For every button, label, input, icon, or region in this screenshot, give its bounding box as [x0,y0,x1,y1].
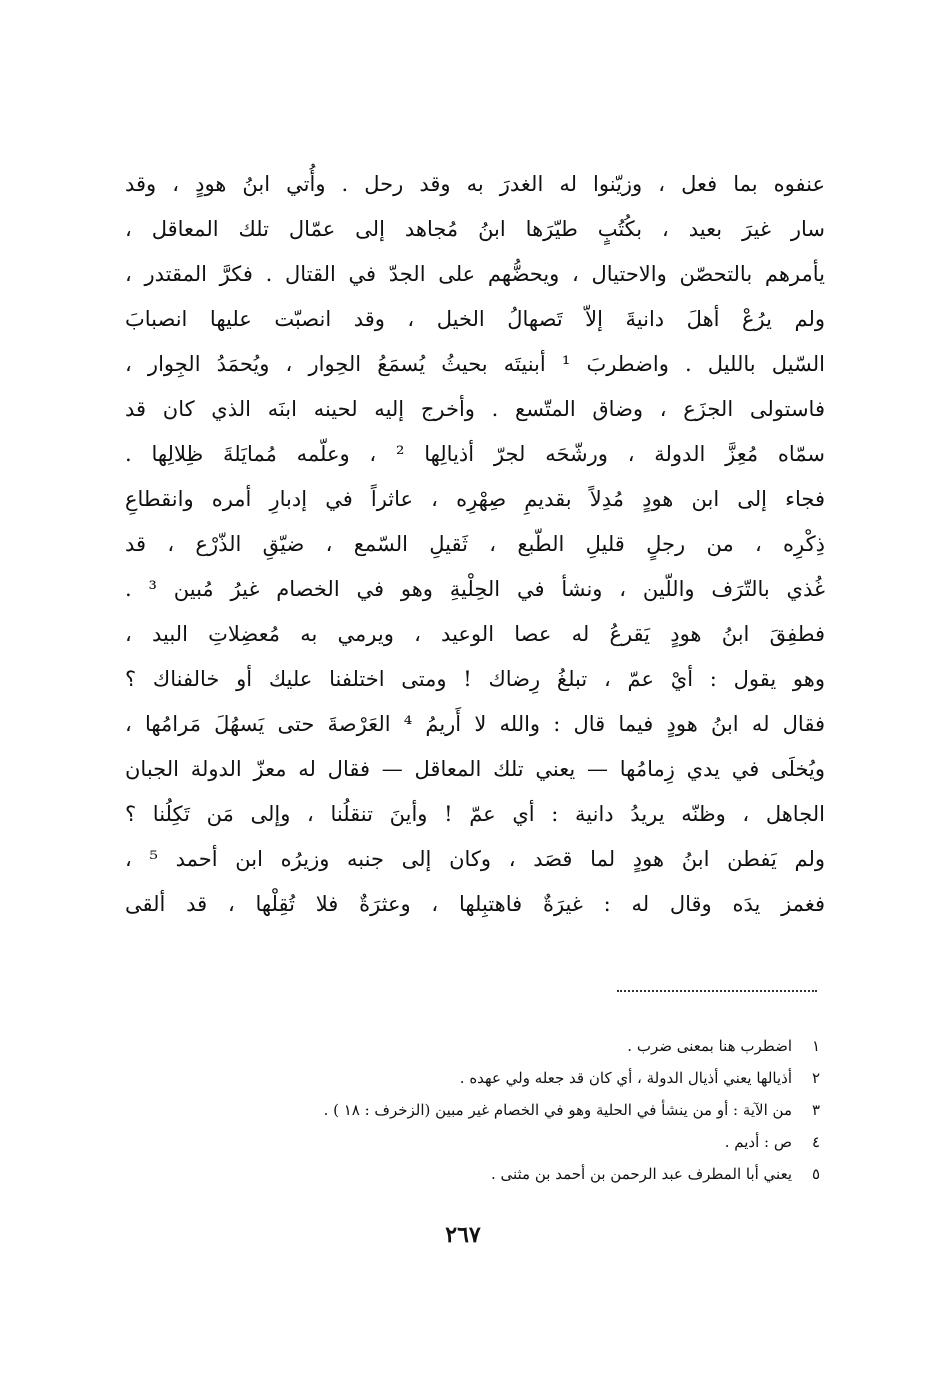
footnote [180,1062,820,1094]
body-text-line: غُذي بالتّرَف واللّين ، ونشأ في الحِلْيةِ وهو في الخصام غيرُ مُبين ³ . [125,577,825,601]
body-text-line: فغمز يدَه وقال له : غيرَةٌ فاهتبِلها ، وعثرَةٌ فلا تُقِلْها ، قد ألقى [125,892,825,916]
body-text-line: ولم يَفطن ابنُ هودٍ لما قصَد ، وكان إلى جنبه وزيرُه ابن أحمد ⁵ ، [125,847,825,871]
footnote-text: اضطرب هنا بمعنى ضرب . [627,1037,792,1055]
footnote [180,1030,820,1062]
body-text-line: سار غيرَ بعيد ، بكُتُبٍ طيّرَها ابنُ مُجاهد إلى عمّال تلك المعاقل ، [125,217,825,241]
body-text-line: يأمرهم بالتحصّن والاحتيال ، ويحضُّهم على الجدّ في القتال . فكرَّ المقتدر ، [125,262,825,286]
footnote [180,1158,820,1190]
body-text-line: الجاهل ، وظنّه يريدُ دانية : أي عمّ ! وأينَ تنقلُنا ، وإلى مَن تَكِلُنا ؟ [125,802,825,826]
footnote [180,1094,820,1126]
footnote-number: ٢ [811,1069,820,1087]
body-text-line: فاستولى الجزَع ، وضاق المتّسع . وأخرج إليه لحينه ابنَه الذي كان قد [125,397,825,421]
page-number: ٢٦٧ [445,1222,481,1248]
footnote-number: ٣ [811,1101,820,1119]
footnote-number: ٤ [811,1133,820,1151]
footnote [180,1126,820,1158]
footnote-text: يعني أبا المطرف عبد الرحمن بن أحمد بن مثنى . [490,1165,792,1183]
footnote-number: ٥ [811,1165,820,1183]
footnote-number: ١ [811,1037,820,1055]
body-text-line: عنفوه بما فعل ، وزيّنوا له الغدرَ به وقد رحل . وأُتي ابنُ هودٍ ، وقد [125,172,825,196]
body-text-line: فطفِقَ ابنُ هودٍ يَقرعُ له عصا الوعيد ، ويرمي به مُعضِلاتِ البيد ، [125,622,825,646]
body-text-line: ذِكْرِه ، من رجلٍ قليلِ الطّبع ، ثَقيلِ السّمع ، ضيّقِ الذّرْع ، قد [125,532,825,556]
footnote-text: ص : أديم . [724,1133,792,1151]
main-text-block [125,162,825,927]
body-text-line: فقال له ابنُ هودٍ فيما قال : والله لا أَريمُ ⁴ العَرْصةَ حتى يَسهُلَ مَرامُها ، [125,712,825,736]
footnotes-block [180,1030,820,1190]
body-text-line: ويُخلَى في يدي زِمامُها — يعني تلك المعاقل — فقال له معزّ الدولة الجبان [125,757,825,781]
body-text-line: ولم يرُعْ أهلَ دانيةَ إلاّ تَصهالُ الخيل ، وقد انصبّت عليها انصبابَ [125,307,825,331]
footnote-text: من الآية : أو من ينشأ في الحلية وهو في الخصام غير مبين (الزخرف : ١٨ ) . [323,1101,792,1119]
footnote-text: أذيالها يعني أذيال الدولة ، أي كان قد جعله ولي عهده . [459,1069,792,1087]
body-text-line: سمّاه مُعِزَّ الدولة ، ورشّحَه لجرّ أذيالِها ² ، وعلّمه مُمايَلةَ ظِلالِها . [125,442,825,466]
body-text-line: وهو يقول : أيْ عمّ ، تبلغُ رِضاك ! ومتى اختلفنا عليك أو خالفناك ؟ [125,667,825,691]
footnote-separator [617,990,817,992]
body-text-line: السّيل بالليل . واضطربَ ¹ أبنيتَه بحيثُ يُسمَعُ الحِوار ، ويُحمَدُ الجِوار ، [125,352,825,376]
body-text-line: فجاء إلى ابن هودٍ مُدِلاً بقديمِ صِهْرِه ، عاثراً في إدبارِ أمره وانقطاعِ [125,487,825,511]
